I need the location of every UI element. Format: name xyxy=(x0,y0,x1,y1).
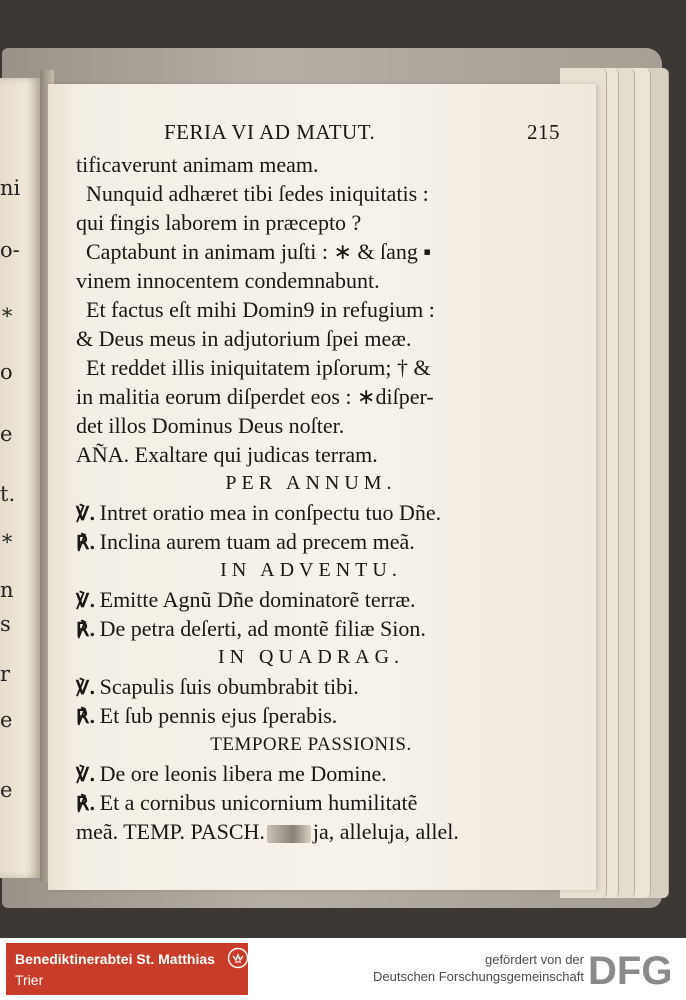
left-page-fragment: o- xyxy=(0,238,20,262)
left-page-fragment: s xyxy=(0,612,11,636)
versicle-mark: ℟. xyxy=(76,706,96,728)
text-line: qui fingis laborem in præcepto ? xyxy=(76,210,362,235)
left-page-fragment: r xyxy=(0,662,11,686)
text-line xyxy=(76,817,546,846)
left-page-fragment: ∗ xyxy=(0,526,15,550)
versicle-mark: ℟. xyxy=(76,793,96,815)
versicle-mark: ℣. xyxy=(76,677,96,699)
left-page xyxy=(0,78,42,878)
verse-text: Scapulis ſuis obumbrabit tibi. xyxy=(99,674,359,699)
page-text xyxy=(76,120,560,846)
dfg-logo-icon[interactable] xyxy=(588,950,680,988)
footer-bar xyxy=(0,938,686,1000)
library-badge[interactable] xyxy=(6,943,248,995)
left-page-fragment: ∗ xyxy=(0,300,15,324)
verse-text: Inclina aurem tuam ad precem meã. xyxy=(99,529,415,554)
verse-line xyxy=(76,527,546,556)
verse-line xyxy=(76,672,546,701)
left-page-fragment: e xyxy=(0,708,13,732)
verse-line xyxy=(76,701,546,730)
verse-text: Emitte Agnũ Dñe dominatorẽ terræ. xyxy=(99,587,416,612)
section-heading: IN ADVENTU. xyxy=(220,559,402,581)
verse-line xyxy=(76,788,546,817)
section-heading: PER ANNUM. xyxy=(225,472,397,494)
funding-note: gefördert von der xyxy=(484,952,584,967)
versicle-mark: ℣. xyxy=(76,590,96,612)
abbey-emblem-icon xyxy=(227,947,249,969)
left-page-fragment: t. xyxy=(0,482,16,506)
section-heading: IN QUADRAG. xyxy=(217,646,405,668)
header-title: FERIA VI AD MATUT. xyxy=(164,120,376,144)
verse-text: Intret oratio mea in conſpectu tuo Dñe. xyxy=(99,500,442,525)
left-page-fragment: e xyxy=(0,778,13,802)
library-name: Benediktinerabtei St. Matthias xyxy=(15,951,215,967)
text-line: det illos Dominus Deus noſter. xyxy=(76,413,345,438)
text-line: Captabunt in animam juſti : ∗ & ſang ▪ xyxy=(86,239,432,264)
text-line: AÑA. Exaltare qui judicas terram. xyxy=(76,442,378,467)
text-line: Et factus eſt mihi Domin9 in refugium : xyxy=(86,297,435,322)
verse-line xyxy=(76,498,546,527)
left-page-fragment: e xyxy=(0,422,13,446)
running-header xyxy=(76,120,560,150)
line-segment: ja, alleluja, allel. xyxy=(312,819,459,844)
verse-line xyxy=(76,759,546,788)
text-line: tificaverunt animam meam. xyxy=(76,152,319,177)
text-line: Et reddet illis iniquitatem ipſorum; † & xyxy=(86,355,431,380)
dfg-logo-text: DFG xyxy=(588,950,673,988)
text-lines xyxy=(76,150,546,846)
verse-line xyxy=(76,614,546,643)
page-number: 215 xyxy=(527,120,560,144)
verse-text: De ore leonis libera me Domine. xyxy=(99,761,387,786)
text-line: vinem innocentem condemnabunt. xyxy=(76,268,380,293)
section-heading: TEMPORE PASSIONIS. xyxy=(210,734,412,755)
versicle-mark: ℣. xyxy=(76,503,96,525)
line-segment: meã. TEMP. PASCH. xyxy=(76,819,265,844)
verse-text: Et ſub pennis ejus ſperabis. xyxy=(99,703,338,728)
verse-line xyxy=(76,585,546,614)
left-page-fragment: n xyxy=(0,578,14,602)
left-page-fragment: ni xyxy=(0,176,21,200)
versicle-mark: ℟. xyxy=(76,532,96,554)
verse-text: Et a cornibus unicornium humilitatẽ xyxy=(99,790,418,815)
left-page-fragment: o xyxy=(0,360,13,384)
verse-text: De petra deſerti, ad montẽ filiæ Sion. xyxy=(99,616,426,641)
text-line: & Deus meus in adjutorium ſpei meæ. xyxy=(76,326,412,351)
versicle-mark: ℣. xyxy=(76,764,96,786)
library-city: Trier xyxy=(15,972,44,988)
funder-name: Deutschen Forschungsgemeinschaft xyxy=(372,969,584,984)
text-line: Nunquid adhæret tibi ſedes iniquitatis : xyxy=(86,181,429,206)
text-line: in malitia eorum diſperdet eos : ∗diſper- xyxy=(76,384,434,409)
ink-blot xyxy=(267,825,311,843)
versicle-mark: ℟. xyxy=(76,619,96,641)
